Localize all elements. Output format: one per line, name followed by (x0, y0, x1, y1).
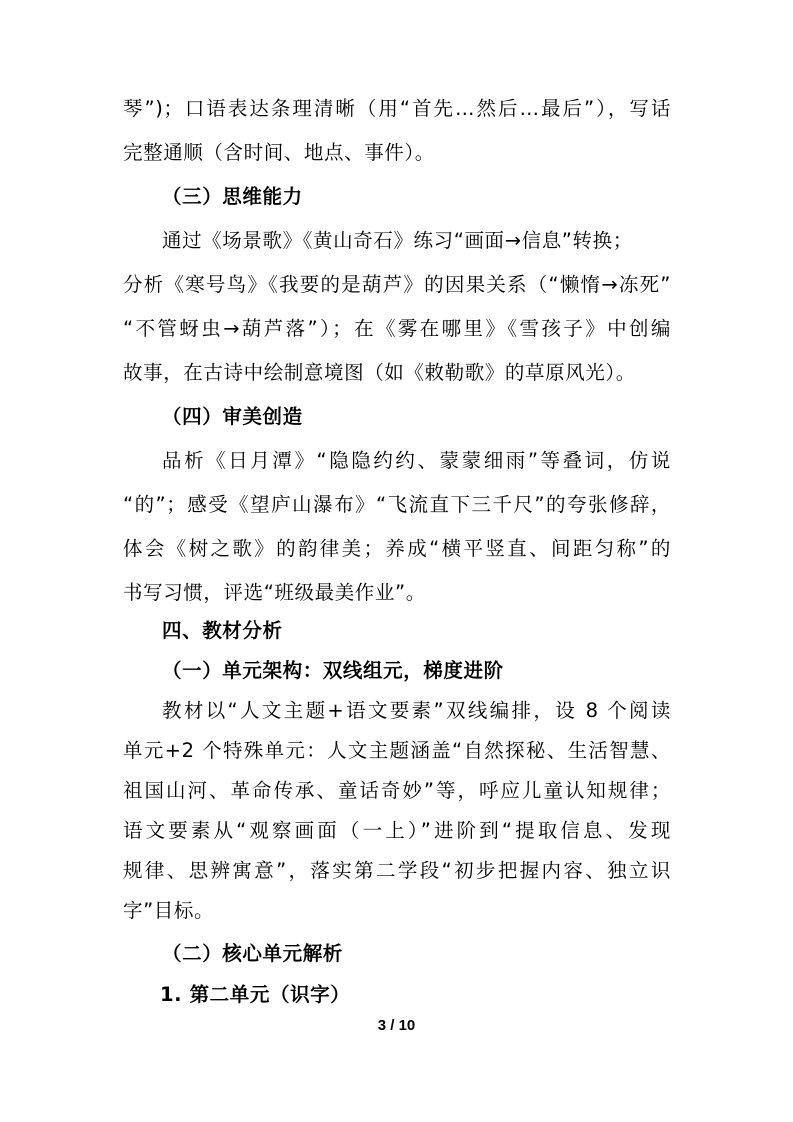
paragraph-line: 完整通顺（含时间、地点、事件）。 (123, 141, 435, 164)
page-number: 3 / 10 (377, 1017, 416, 1034)
paragraph-line: 故事，在古诗中绘制意境图（如《敕勒歌》的草原风光）。 (123, 361, 636, 384)
paragraph-line: “的”；感受《望庐山瀑布》“飞流直下三千尺”的夸张修辞， (123, 493, 671, 516)
section-heading-thinking: （三）思维能力 (162, 185, 303, 208)
paragraph-line: 琴”)；口语表达条理清晰（用“首先…然后…最后”），写话 (123, 97, 671, 120)
paragraph-line: 书写习惯，评选“班级最美作业”。 (123, 581, 426, 604)
paragraph-line: 体会《树之歌》的韵律美；养成“横平竖直、间距匀称”的 (123, 537, 671, 560)
paragraph-line: 规律、思辨寓意”，落实第二学段“初步把握内容、独立识 (123, 859, 671, 882)
section-heading-structure: （一）单元架构：双线组元，梯度进阶 (162, 659, 504, 682)
paragraph-line: 祖国山河、革命传承、童话奇妙”等，呼应儿童认知规律； (123, 779, 671, 802)
paragraph-line: 通过《场景歌》《黄山奇石》练习“画面→信息”转换； (162, 229, 633, 252)
section-heading-aesthetic: （四）审美创造 (162, 405, 303, 428)
paragraph-line: 分析《寒号鸟》《我要的是葫芦》的因果关系（“懒惰→冻死” (123, 273, 671, 296)
section-heading-unit2: 1. 第二单元（识字） (160, 983, 351, 1006)
paragraph-line: 品析《日月潭》“隐隐约约、蒙蒙细雨”等叠词，仿说 (162, 449, 671, 472)
paragraph-line: 单元+2 个特殊单元：人文主题涵盖“自然探秘、生活智慧、 (123, 739, 671, 762)
paragraph-line: “不管蚜虫→葫芦落”）；在《雾在哪里》《雪孩子》中创编 (123, 317, 671, 340)
paragraph-line: 教材以“人文主题+语文要素”双线编排，设 8 个阅读 (162, 699, 671, 722)
paragraph-line: 语文要素从“观察画面（一上）”进阶到“提取信息、发现 (123, 819, 671, 842)
paragraph-line: 字”目标。 (123, 899, 215, 922)
section-heading-core: （二）核心单元解析 (162, 942, 343, 965)
section-heading-textbook: 四、教材分析 (162, 619, 283, 642)
